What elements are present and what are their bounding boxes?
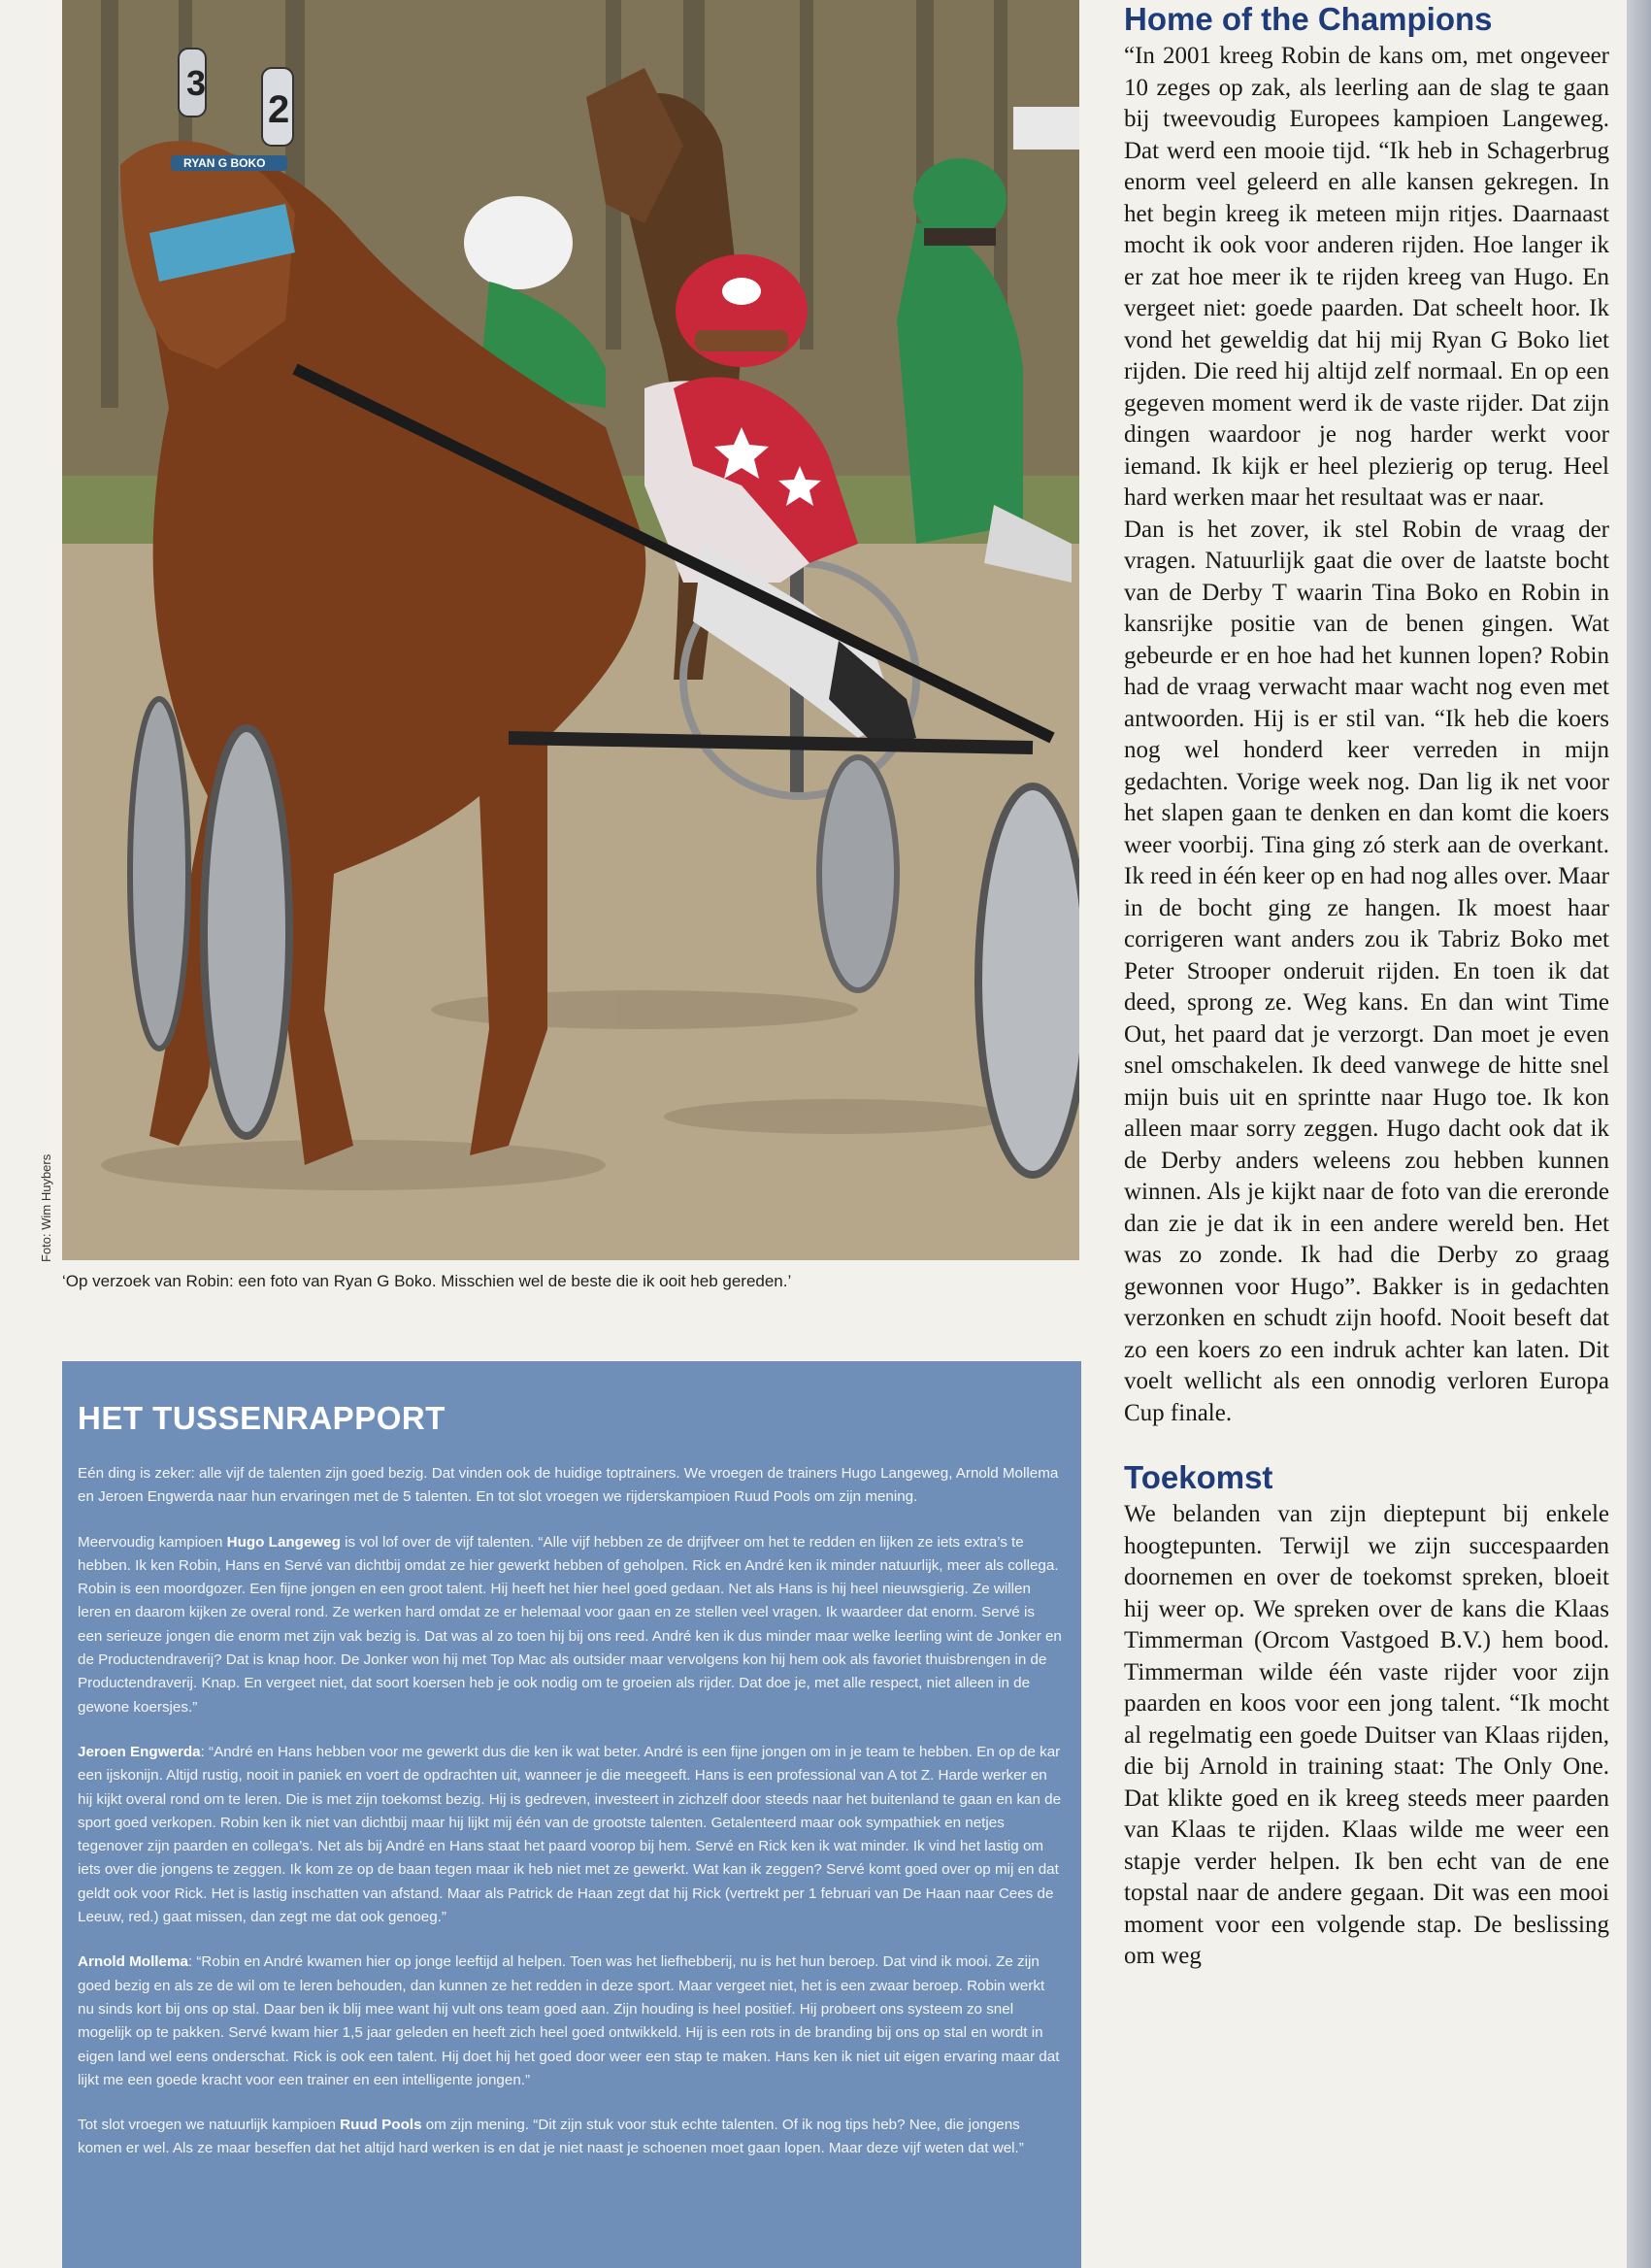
trainer-name: Arnold Mollema bbox=[78, 1953, 188, 1971]
trainer-name: Hugo Langeweg bbox=[226, 1533, 341, 1551]
harness-race-illustration bbox=[62, 0, 1079, 1260]
number-plate-3: 3 bbox=[186, 63, 207, 103]
sidebar-intro: Eén ding is zeker: alle vijf de talenten zijn goed bezig. Dat vinden ook de huidige toptrainers. We vroegen de trainers Hugo Langeweg, Arnold Mollema en Jeroen Engwerda naar hun ervaringen met de 5 talenten. En tot slot vroegen we rijderskampioen Ruud Pools om zijn mening. bbox=[78, 1465, 1059, 1506]
sidebar-box bbox=[62, 1361, 1081, 2268]
champion-name: Ruud Pools bbox=[340, 2117, 422, 2134]
inline-text: is vol lof over de vijf talenten. “Alle vijf hebben ze de drijfveer om het te redden en lijken ze iets extra’s te hebben. Ik ken Robin, Hans en Servé van dichtbij omdat ze hier gewerkt hebben of geholpen. Rick en André ken ik minder natuurlijk, meer als collega. Robin is een moordgozer. Een fijne jongen en een groot talent. Hij heeft het hier heel goed gedaan. Net als Hans is hij heel nieuwsgierig. Ze willen leren en daarom kijken ze overal rond. Ze werken hard omdat ze er helemaal voor gaan en ze stellen veel vragen. Ik waardeer dat enorm. Servé is een serieuze jongen die enorm met zijn vak bezig is. Dat was al zo toen hij bij ons reed. André ken ik dus minder maar welke leerling wint de Jonker en de Productendraverij? Dat is knap hoor. De Jonker won hij met Top Mac als outsider maar vervolgens kon hij hem ook als favoriet thuisbrengen in de Productendraverij. Knap. En vergeet niet, dat soort koersen heb je ook nodig om te groeien als rijder. Dat doe je, met alle respect, niet alleen in de gewone koersjes.” bbox=[78, 1533, 1062, 1716]
inline-text: Meervoudig kampioen bbox=[78, 1533, 227, 1551]
sidebar-paragraph-engwerda bbox=[78, 1741, 1062, 1929]
trainer-name: Jeroen Engwerda bbox=[78, 1743, 201, 1760]
inline-text: Tot slot vroegen we natuurlijk kampioen bbox=[78, 2117, 341, 2134]
photo-caption: ‘Op verzoek van Robin: een foto van Ryan G Boko. Misschien wel de beste die ik ooit heb gereden.’ bbox=[62, 1272, 792, 1290]
race-photo bbox=[62, 0, 1079, 1260]
article-column bbox=[1124, 0, 1609, 1973]
photo-credit: Foto: Wim Huybers bbox=[39, 1153, 53, 1262]
inline-text: : “Robin en André kwamen hier op jonge leeftijd al helpen. Toen was het liefhebberij, nu is het hun beroep. Dat vind ik mooi. Ze zijn goed bezig en als ze de wil om te leren behouden, dan kunnen ze het redden in deze sport. Maar vergeet niet, het is een zwaar beroep. Robin werkt nu sinds kort bij ons op stal. Daar ben ik blij mee want hij vult ons team goed aan. Zijn houding is heel positief. Hij probeert ons systeem zo snel mogelijk op te pakken. Servé kwam hier 1,5 jaar geleden en heeft zich heel goed ontwikkeld. Hij is een rots in de branding bij ons op stal en wordt in eigen land wel eens onderschat. Rick is ook een talent. Hij doet hij het goed door weer een stap te maken. Hans ken ik niet uit eigen ervaring maar dat lijkt me een goede kracht voor een trainer en een intelligente jongen.” bbox=[78, 1953, 1060, 2088]
bridle-text: RYAN G BOKO bbox=[183, 156, 266, 170]
page-edge bbox=[1627, 0, 1651, 2268]
sidebar-paragraph-mollema bbox=[78, 1951, 1062, 2092]
inline-text: : “André en Hans hebben voor me gewerkt dus die ken ik wat beter. André is een fijne jongen om in je team te hebben. En op de kar een ijskonijn. Altijd rustig, nooit in paniek en voert de opdrachten uit, wanneer je die meegeeft. Hans is een professional van A tot Z. Harde werker en hij kijkt overal rond om te leren. Die is met zijn toekomst bezig. Hij is gedreven, investeert in zichzelf door steeds naar het buitenland te gaan en kan de sport goed verkopen. Robin ken ik niet van dichtbij maar hij lijkt mij één van de grootste talenten. Getalenteerd maar ook sympathiek en netjes tegenover zijn paarden en collega’s. Net als bij André en Hans staat het paard voorop bij hem. Servé en Rick ken ik wat minder. Ik vind het lastig om iets over die jongens te zeggen. Ik kom ze op de baan tegen maar ik heb niet met ze gewerkt. Wat kan ik zeggen? Servé komt goed over op mij en dat geldt ook voor Rick. Het is lastig inschatten van afstand. Maar als Patrick de Haan zegt dat hij Rick (vertrekt per 1 februari van De Haan naar Cees de Leeuw, red.) gaat missen, dan zegt me dat ook genoeg.” bbox=[78, 1743, 1062, 1926]
article-paragraph: “In 2001 kreeg Robin de kans om, met ongeveer 10 zeges op zak, als leerling aan de slag te gaan bij tweevoudig Europees kampioen Langeweg. Dat werd een mooie tijd. “Ik heb in Schagerbrug enorm veel geleerd en alle kansen gekregen. In het begin kreeg ik meteen mijn ritjes. Daarnaast mocht ik ook voor anderen rijden. Hoe langer ik er zat hoe meer ik te rijden kreeg van Hugo. En vergeet niet: goede paarden. Dat scheelt hoor. Ik vond het geweldig dat hij mij Ryan G Boko liet rijden. Die reed hij altijd zelf normaal. En op een gegeven moment werd ik de vaste rijder. Dat zijn dingen waardoor je nog harder werkt voor iemand. Ik kijk er heel plezierig op terug. Heel hard werken maar het resultaat was er naar. bbox=[1124, 43, 1609, 511]
sidebar-paragraph-langeweg bbox=[78, 1531, 1062, 1719]
number-plate-2: 2 bbox=[268, 88, 290, 131]
section-heading-champions: Home of the Champions bbox=[1124, 1, 1493, 37]
sidebar-title: HET TUSSENRAPPORT bbox=[78, 1400, 446, 1436]
sidebar-paragraph-pools bbox=[78, 2114, 1062, 2161]
article-paragraph: Dan is het zover, ik stel Robin de vraag der vragen. Natuurlijk gaat die over de laatste bocht van de Derby T waarin Tina Boko en Robin in kansrijke positie van de benen gingen. Wat gebeurde er en hoe had het kunnen lopen? Robin had de vraag verwacht maar wacht nog even met antwoorden. Hij is er stil van. “Ik heb die koers nog wel honderd keer verreden in mijn gedachten. Vorige week nog. Dan lig ik net voor het slapen gaan te denken en dan komt die koers weer voorbij. Tina ging zó sterk aan de overkant. Ik reed in één keer op en had nog alles over. Maar in de bocht ging ze hangen. Ik moest haar corrigeren want anders zou ik Tabriz Boko met Peter Strooper onderuit rijden. En toen ik dat deed, sprong ze. Weg kans. En dan wint Time Out, het paard dat je verzorgt. Dan moet je even snel omschakelen. Ik deed vanwege de hitte snel mijn buis uit en sprintte naar Hugo toe. Ik kon alleen maar sorry zeggen. Hugo dacht ook dat ik de Derby anders weleens zou hebben kunnen winnen. Als je kijkt naar de foto van die ereronde dan zie je dat ik in een andere wereld ben. Het was zo zonde. Ik had die Derby zo graag gewonnen voor Hugo”. Bakker is in gedachten verzonken en schudt zijn hoofd. Nooit beseft dat zo een koers zo een indruk achter kan laten. Dit voelt wellicht als een onnodig verloren Europa Cup finale. bbox=[1124, 516, 1609, 1426]
inline-text: om zijn mening. “Dit zijn stuk voor stuk echte talenten. Of ik nog tips heb? Nee, die jongens komen er wel. Als ze maar beseffen dat het altijd hard werken is en dat je niet naast je schoenen moet gaan lopen. Maar deze vijf weten dat wel.” bbox=[78, 2117, 1024, 2157]
article-paragraph: We belanden van zijn dieptepunt bij enkele hoogtepunten. Terwijl we zijn succespaarden doornemen en over de toekomst spreken, bloeit hij weer op. We spreken over de kans die Klaas Timmerman (Orcom Vastgoed B.V.) hem bood. Timmerman wilde één vaste rijder voor zijn paarden en koos voor een jong talent. “Ik mocht al regelmatig een goede Duitser van Klaas rijden, die bij Arnold in training staat: The Only One. Dat klikte goed en ik kreeg steeds meer paarden van Klaas te rijden. Klaas wilde me weer een stapje verder helpen. Ik ben echt van de ene topstal naar de andere gegaan. Dit was een mooi moment voor een volgende stap. De beslissing om weg bbox=[1124, 1501, 1609, 1969]
section-heading-toekomst: Toekomst bbox=[1124, 1459, 1273, 1495]
